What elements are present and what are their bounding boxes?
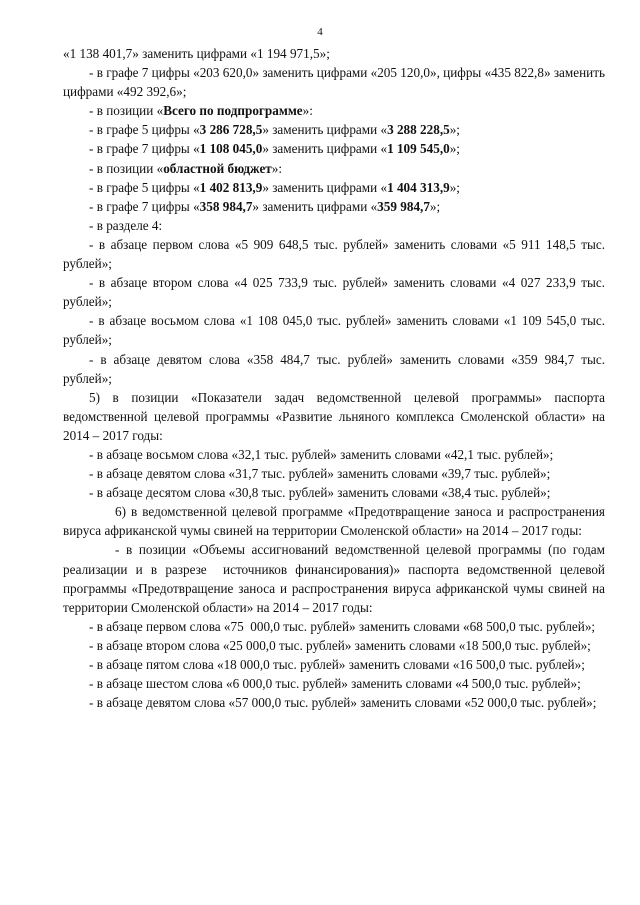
paragraph [63,311,609,349]
text-segment: «1 138 401,7» заменить цифрами «1 194 971,5»; [63,46,330,61]
text-segment: - в абзаце пятом слова «18 000,0 тыс. рублей» заменить словами «16 500,0 тыс. рублей»; [89,657,585,672]
text-segment: - в графе 5 цифры « [89,179,200,195]
text-segment: - в абзаце шестом слова «6 000,0 тыс. рублей» заменить словами «4 500,0 тыс. рублей»; [89,676,581,692]
text-segment: 5) в позиции «Показатели задач ведомственной целевой программы» паспорта ведомственной целевой программы «Развитие льняного комплекса Смоленской области» на 2014 – 2017 годы: [63,389,609,443]
paragraph [63,693,605,712]
paragraph [63,502,609,540]
text-segment: - в абзаце первом слова «5 909 648,5 тыс. рублей» заменить словами «5 911 148,5 тыс. рублей»; [63,236,609,272]
text-segment: - в позиции «Объемы ассигнований ведомственной целевой программы (по годам реализации и в разрезе источников финансирования)» паспорта ведомственной целевой программы «Предотвращение заноса и распространения вируса африканской чумы свиней на территории Смоленской области» на 2014 – 2017 годы: [63,542,609,615]
document-body [63,44,609,712]
text-segment: » заменить цифрами « [262,179,388,195]
text-segment: »: [302,103,313,119]
text-segment: - в графе 5 цифры « [89,122,200,138]
text-segment: - в абзаце девятом слова «57 000,0 тыс. рублей» заменить словами «52 000,0 тыс. рублей»; [89,695,597,711]
paragraph [63,101,605,120]
bold-text: 1 404 313,9 [387,179,450,195]
text-segment: - в абзаце девятом слова «358 484,7 тыс. рублей» заменить словами «359 984,7 тыс. рублей»; [63,351,609,386]
bold-text: 3 286 728,5 [199,122,263,138]
text-segment: »; [449,179,460,195]
paragraph [63,350,609,388]
paragraph [63,617,605,636]
bold-text: 1 108 045,0 [199,141,263,157]
text-segment: - в позиции « [89,160,164,176]
text-segment: » заменить цифрами « [252,198,378,214]
text-segment: »; [449,122,460,138]
text-segment: »; [429,198,441,214]
paragraph [63,120,605,139]
text-segment: - в абзаце восьмом слова «1 108 045,0 тыс. рублей» заменить словами «1 109 545,0 тыс. рублей»; [63,313,609,348]
paragraph [63,445,605,464]
paragraph [63,636,605,655]
text-segment: »: [271,160,283,176]
page-number: 4 [317,26,323,38]
text-segment: - в позиции « [89,103,164,119]
paragraph [63,388,609,445]
paragraph [63,44,605,63]
paragraph [63,139,605,158]
bold-text: 3 288 228,5 [387,122,450,138]
paragraph [63,216,605,235]
bold-text: областной бюджет [163,160,272,176]
text-segment: »; [449,141,460,157]
paragraph [63,63,609,101]
paragraph [63,464,605,483]
bold-text: Всего по подпрограмме [163,103,303,119]
paragraph [63,540,609,616]
paragraph [63,674,605,693]
paragraph [63,197,605,216]
text-segment: - в графе 7 цифры « [89,198,200,214]
text-segment: - в графе 7 цифры « [89,141,200,157]
text-segment: » заменить цифрами « [262,141,388,157]
text-segment: - в абзаце девятом слова «31,7 тыс. рублей» заменить словами «39,7 тыс. рублей»; [89,466,551,482]
paragraph [63,273,609,311]
text-segment: 6) в ведомственной целевой программе «Предотвращение заноса и распространения вируса африканской чумы свиней на территории Смоленской области» на 2014 – 2017 годы: [63,504,609,539]
bold-text: 1 109 545,0 [387,141,450,157]
text-segment: - в абзаце втором слова «4 025 733,9 тыс. рублей» заменить словами «4 027 233,9 тыс. рублей»; [63,275,609,310]
paragraph [63,655,605,674]
paragraph [63,483,605,502]
text-segment: - в графе 7 цифры «203 620,0» заменить цифрами «205 120,0», цифры «435 822,8» заменить цифрами «492 392,6»; [63,65,609,100]
text-segment: - в абзаце первом слова «75 000,0 тыс. рублей» заменить словами «68 500,0 тыс. рублей»; [89,618,596,634]
bold-text: 1 402 813,9 [199,179,263,195]
text-segment: - в абзаце десятом слова «30,8 тыс. рублей» заменить словами «38,4 тыс. рублей»; [89,485,551,501]
bold-text: 358 984,7 [199,198,253,214]
text-segment: - в абзаце втором слова «25 000,0 тыс. рублей» заменить словами «18 500,0 тыс. рублей»; [89,637,591,653]
bold-text: 359 984,7 [377,198,430,214]
paragraph [63,159,605,178]
paragraph [63,235,609,273]
text-segment: - в абзаце восьмом слова «32,1 тыс. рублей» заменить словами «42,1 тыс. рублей»; [89,446,554,462]
text-segment: » заменить цифрами « [262,122,388,138]
text-segment: - в разделе 4: [89,217,163,233]
paragraph [63,178,605,197]
